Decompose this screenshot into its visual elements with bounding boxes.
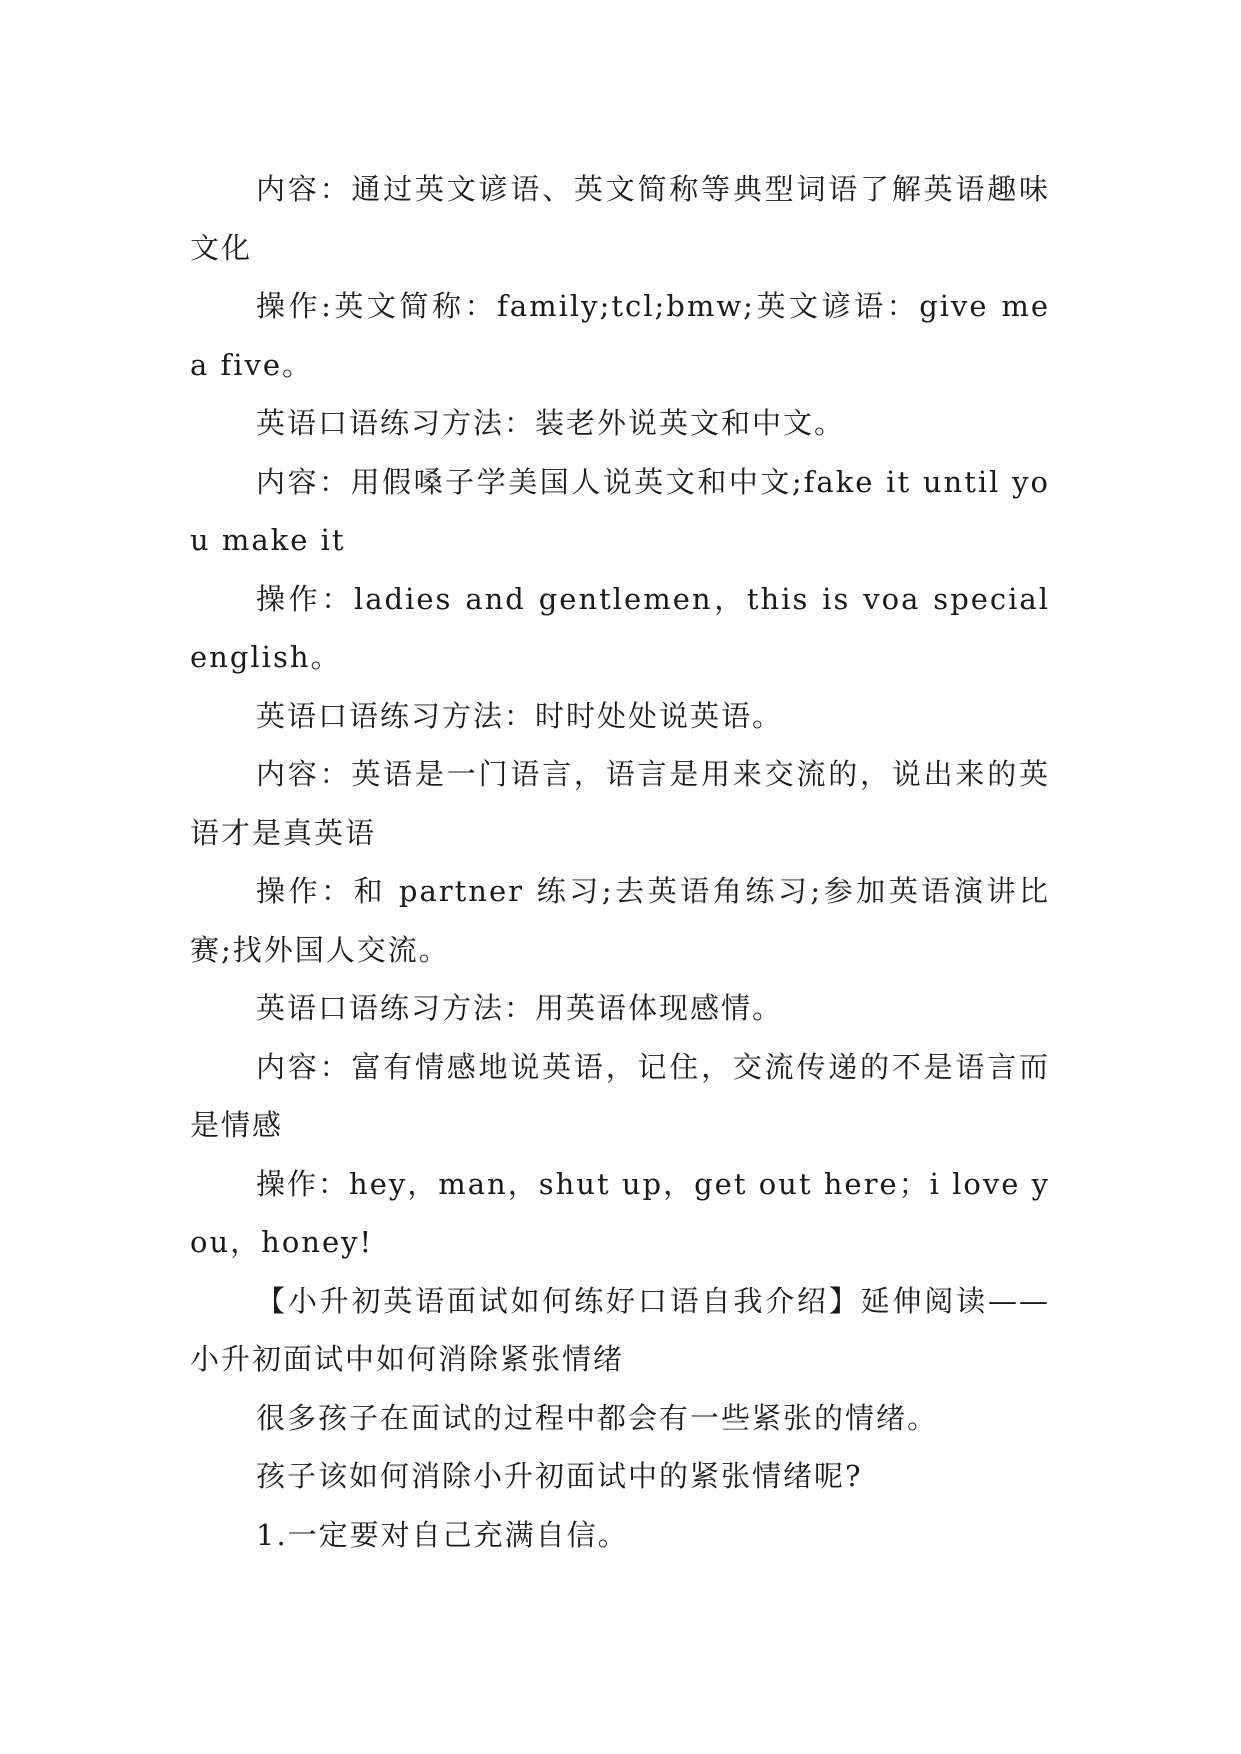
paragraph-method-4: 英语口语练习方法：用英语体现感情。 — [256, 991, 784, 1025]
paragraph-content-2: 内容：用假嗓子学美国人说英文和中文;fake it until you make it — [190, 464, 1050, 557]
paragraph-content-4: 内容：富有情感地说英语，记住，交流传递的不是语言而是情感 — [190, 1049, 1050, 1142]
paragraph-content-3: 内容：英语是一门语言，语言是用来交流的，说出来的英语才是真英语 — [190, 757, 1050, 850]
paragraph-nervousness-question: 孩子该如何消除小升初面试中的紧张情绪呢? — [256, 1459, 863, 1493]
paragraph-content-1: 内容：通过英文谚语、英文简称等典型词语了解英语趣味文化 — [190, 172, 1050, 265]
paragraph-operation-4: 操作：hey，man，shut up，get out here；i love you，honey! — [190, 1166, 1050, 1259]
document-body — [190, 160, 1050, 1564]
paragraph-operation-2: 操作：ladies and gentlemen，this is voa special english。 — [190, 581, 1050, 674]
paragraph-operation-3: 操作：和 partner 练习;去英语角练习;参加英语演讲比赛;找外国人交流。 — [190, 874, 1050, 967]
paragraph-tip-1: 1.一定要对自己充满自信。 — [256, 1517, 629, 1552]
paragraph-operation-1: 操作:英文简称：family;tcl;bmw;英文谚语：give me a five。 — [190, 289, 1050, 382]
paragraph-method-3: 英语口语练习方法：时时处处说英语。 — [256, 698, 784, 733]
paragraph-extended-reading-title: 【小升初英语面试如何练好口语自我介绍】延伸阅读——小升初面试中如何消除紧张情绪 — [190, 1283, 1050, 1376]
paragraph-method-2: 英语口语练习方法：装老外说英文和中文。 — [256, 406, 846, 440]
paragraph-nervousness-intro: 很多孩子在面试的过程中都会有一些紧张的情绪。 — [256, 1400, 939, 1435]
